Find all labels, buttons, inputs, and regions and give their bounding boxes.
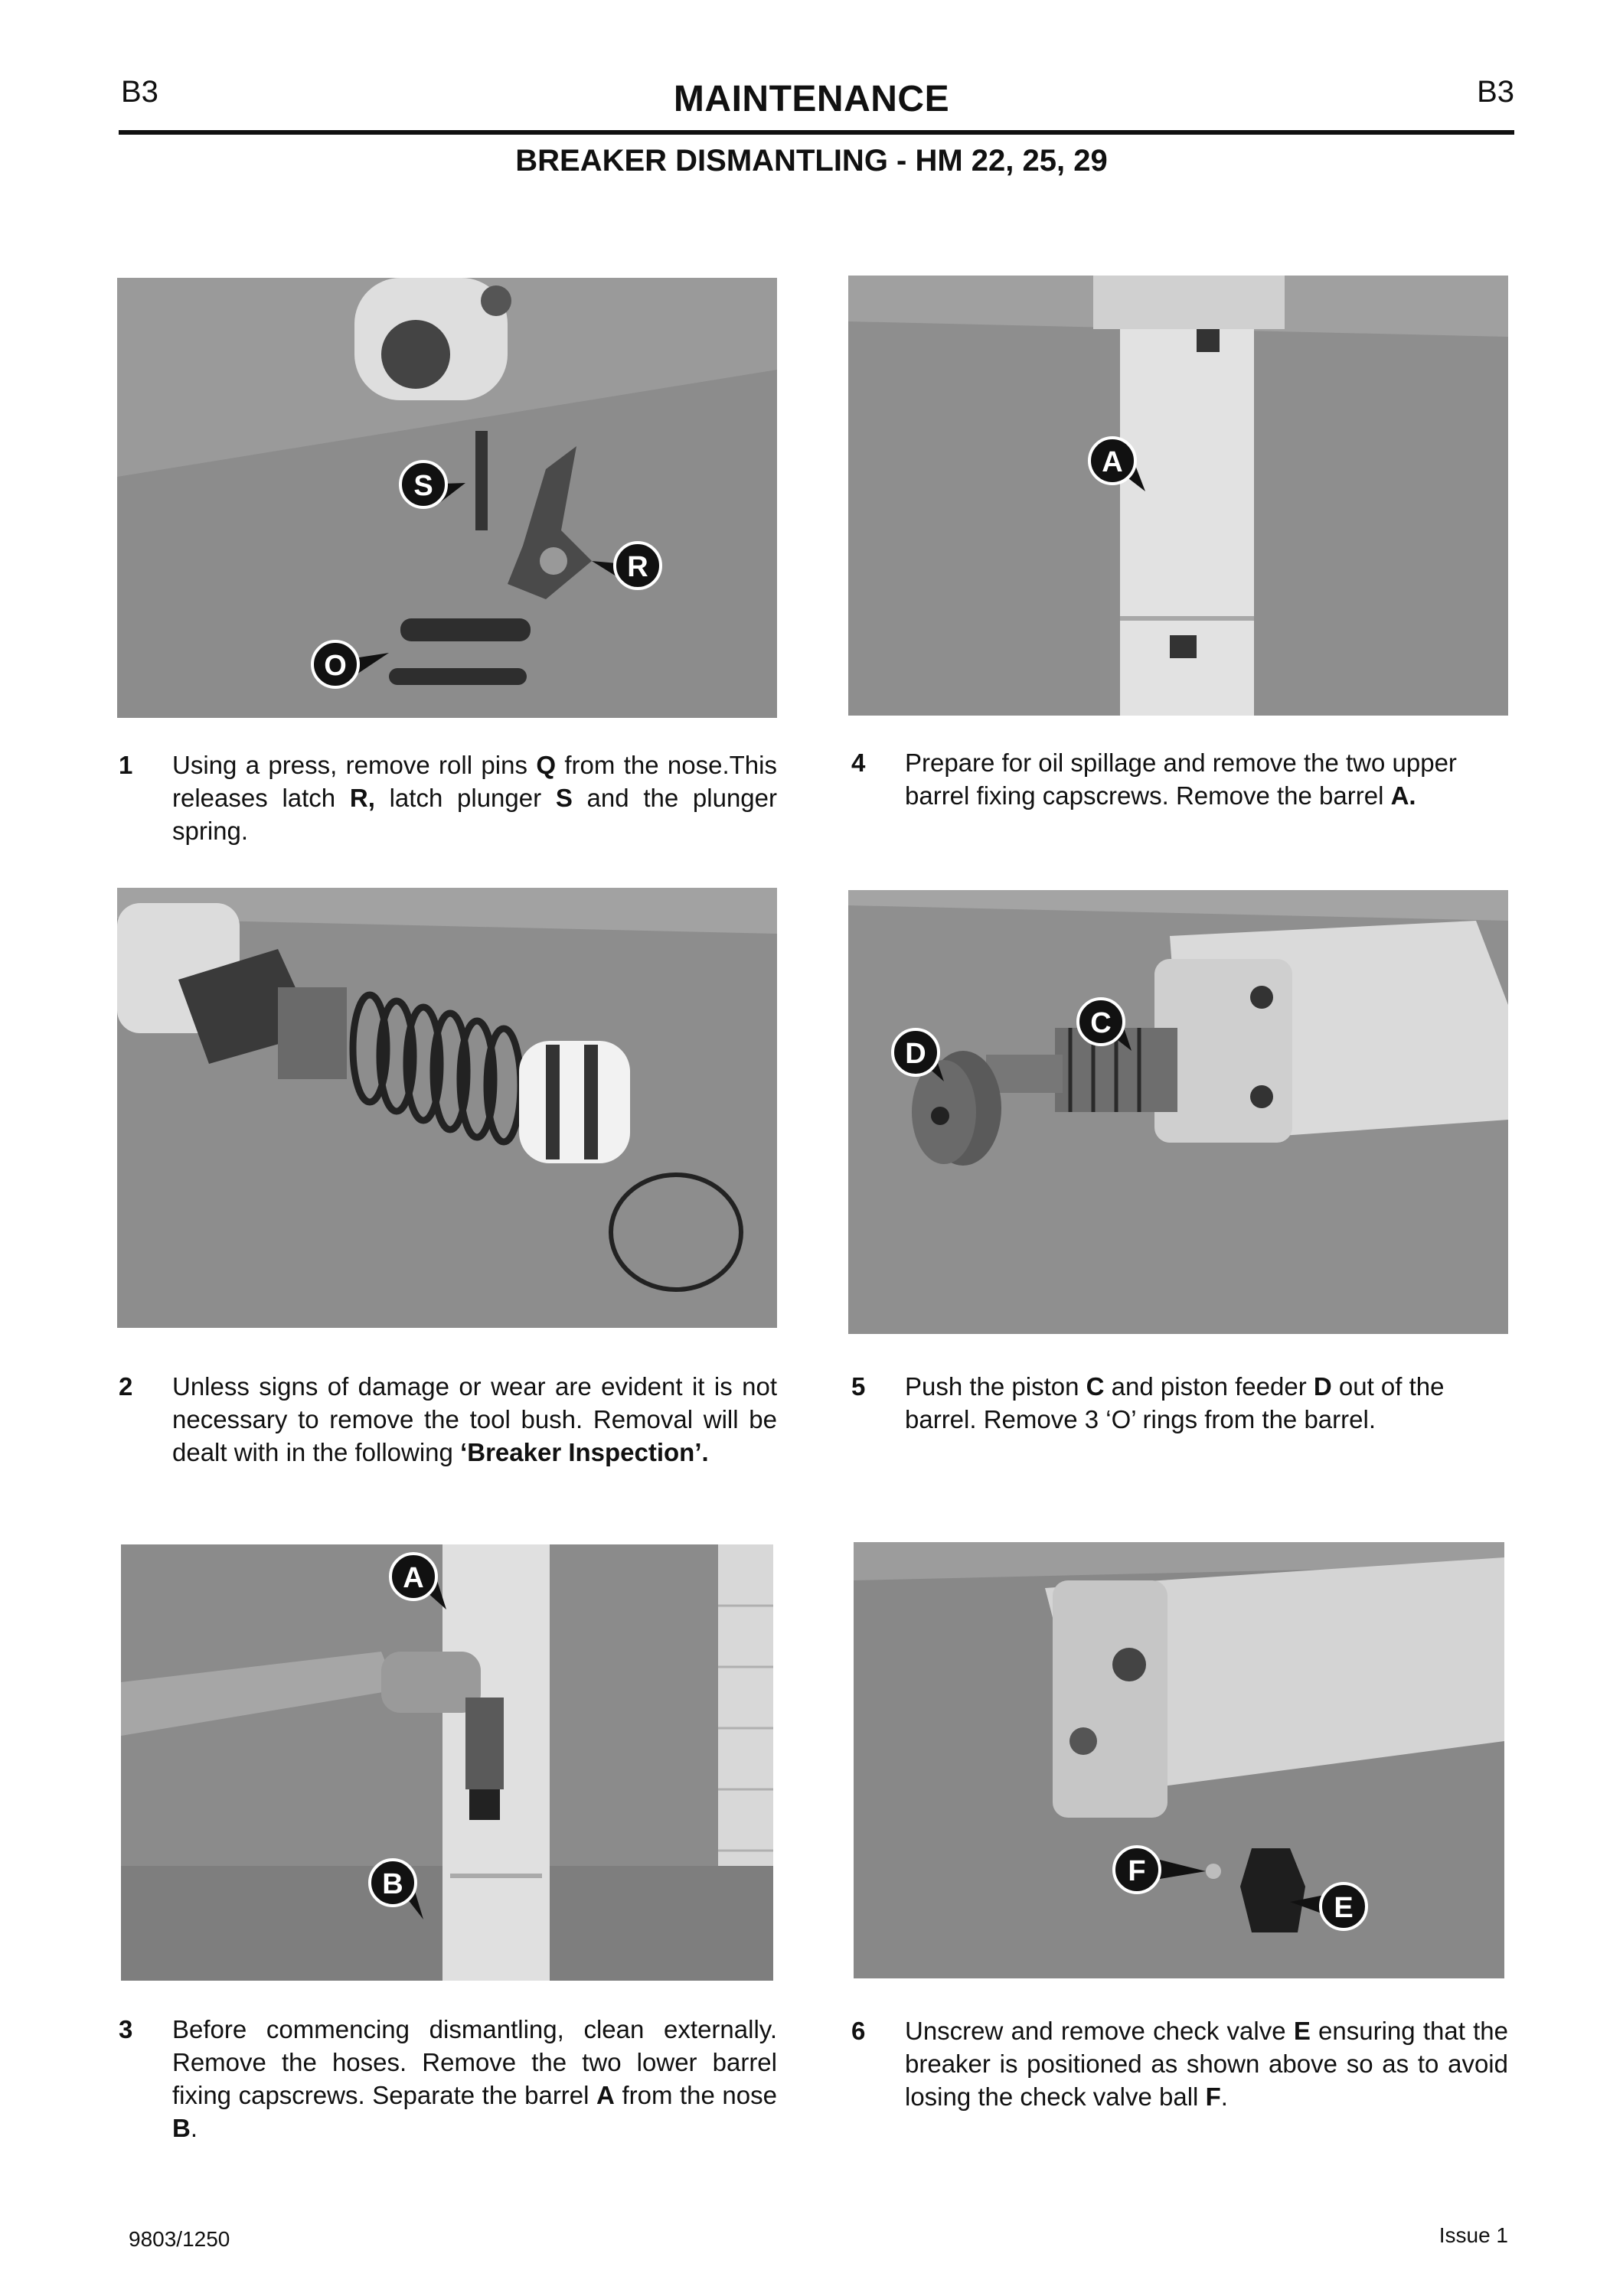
label-d: D [905,1038,926,1070]
step-text: Before commencing dismantling, clean externally. Remove the hoses. Remove the two lower barrel fixing capscrews. Separate the barrel A from the nose B. [172,2015,777,2142]
label-s: S [413,470,433,502]
step-number: 5 [851,1372,866,1401]
step-2 [119,1370,777,1469]
label-a-nose: A [403,1562,424,1594]
step-number: 4 [851,748,866,777]
header-rule [119,130,1514,135]
step-5 [851,1370,1508,1436]
photo-2-tool-bush [117,888,777,1328]
section-code-right: B3 [1477,75,1514,109]
issue-number: Issue 1 [1438,2223,1508,2247]
step-4 [851,746,1508,812]
step-6 [851,2014,1508,2113]
section-code-left: B3 [121,75,158,109]
label-r: R [627,551,648,583]
step-text: Using a press, remove roll pins Q from the nose.This releases latch R, latch plunger S and the plunger spring. [172,751,777,845]
step-text: Unscrew and remove check valve E ensuring that the breaker is positioned as shown above so as to avoid losing the check valve ball F. [905,2017,1508,2111]
photo-4-barrel-upright [848,276,1508,716]
photo-5-piston-feeder [848,890,1508,1334]
step-number: 2 [119,1372,133,1401]
page-subtitle: BREAKER DISMANTLING - HM 22, 25, 29 [515,144,1108,178]
label-o: O [324,650,347,682]
label-f: F [1128,1855,1146,1887]
step-number: 1 [119,751,133,779]
step-text: Prepare for oil spillage and remove the two upper barrel fixing capscrews. Remove the barrel A. [905,748,1457,810]
step-3 [119,2013,777,2144]
label-c: C [1090,1007,1112,1039]
photo-6-check-valve [854,1542,1504,1978]
photo-3-separate-barrel [121,1544,773,1981]
page-title: MAINTENANCE [673,79,950,119]
label-a-barrel: A [1102,446,1123,478]
step-number: 3 [119,2015,133,2043]
step-text: Push the piston C and piston feeder D out of the barrel. Remove 3 ‘O’ rings from the barrel. [905,1372,1445,1433]
photo-1-latch-components [117,278,777,718]
step-number: 6 [851,2017,866,2045]
label-b: B [382,1868,403,1900]
step-text: Unless signs of damage or wear are evident it is not necessary to remove the tool bush. Removal will be dealt with in the following ‘Breaker Inspection’. [172,1372,777,1466]
step-1 [119,748,777,847]
document-number: 9803/1250 [129,2227,230,2251]
label-e: E [1334,1892,1354,1924]
